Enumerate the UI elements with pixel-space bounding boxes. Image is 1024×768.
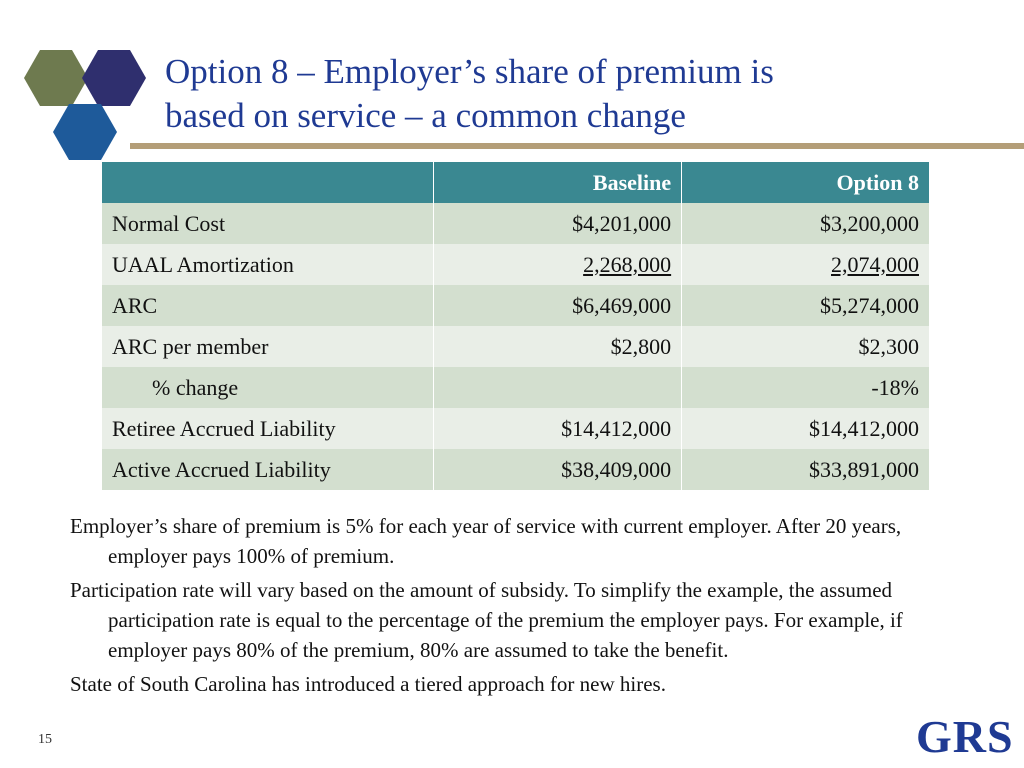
row-label: UAAL Amortization (102, 244, 434, 285)
title-line-1: Option 8 – Employer’s share of premium is (165, 52, 774, 91)
title-line-2: based on service – a common change (165, 96, 686, 135)
title-divider (130, 143, 1024, 149)
baseline-value: $2,800 (434, 326, 682, 367)
notes-list (70, 511, 950, 703)
grs-logo: GRS (916, 711, 1014, 762)
option8-value: -18% (682, 367, 930, 408)
list-item: Participation rate will vary based on the amount of subsidy. To simplify the example, the assumed participation rate is equal to the percentage of the premium the employer pays. For example, if employer pays 80% of the premium, 80% are assumed to take the benefit. (70, 578, 903, 662)
option8-value: $33,891,000 (682, 449, 930, 490)
table-row (102, 244, 930, 285)
row-label: ARC per member (102, 326, 434, 367)
baseline-value-underlined: 2,268,000 (583, 251, 672, 277)
option8-value: $2,300 (682, 326, 930, 367)
table-row (102, 367, 930, 408)
list-item: Employer’s share of premium is 5% for each year of service with current employer. After 20 years, employer pays 100% of premium. (70, 514, 902, 568)
table-row (102, 326, 930, 367)
slide-title (165, 50, 1005, 138)
row-label: Normal Cost (102, 203, 434, 244)
option8-value-underlined: 2,074,000 (831, 251, 919, 277)
baseline-value (434, 244, 682, 285)
option8-value: $3,200,000 (682, 203, 930, 244)
page-number: 15 (38, 732, 52, 747)
header-label-cell (102, 162, 434, 203)
option8-value (682, 244, 930, 285)
list-item: State of South Carolina has introduced a tiered approach for new hires. (70, 672, 666, 696)
blue-hexagon (53, 104, 117, 160)
header-baseline: Baseline (434, 162, 682, 203)
option8-value: $14,412,000 (682, 408, 930, 449)
header-option8: Option 8 (682, 162, 930, 203)
baseline-value (434, 367, 682, 408)
table-row (102, 203, 930, 244)
baseline-value: $38,409,000 (434, 449, 682, 490)
table-row (102, 449, 930, 490)
table-header-row (102, 162, 930, 203)
option8-value: $5,274,000 (682, 285, 930, 326)
baseline-value: $14,412,000 (434, 408, 682, 449)
olive-hexagon (24, 50, 88, 106)
row-label: ARC (102, 285, 434, 326)
baseline-value: $4,201,000 (434, 203, 682, 244)
table-row (102, 408, 930, 449)
baseline-value: $6,469,000 (434, 285, 682, 326)
row-label: Retiree Accrued Liability (102, 408, 434, 449)
table-row (102, 285, 930, 326)
row-label: % change (102, 367, 434, 408)
comparison-table (102, 162, 930, 490)
row-label: Active Accrued Liability (102, 449, 434, 490)
purple-hexagon (82, 50, 146, 106)
